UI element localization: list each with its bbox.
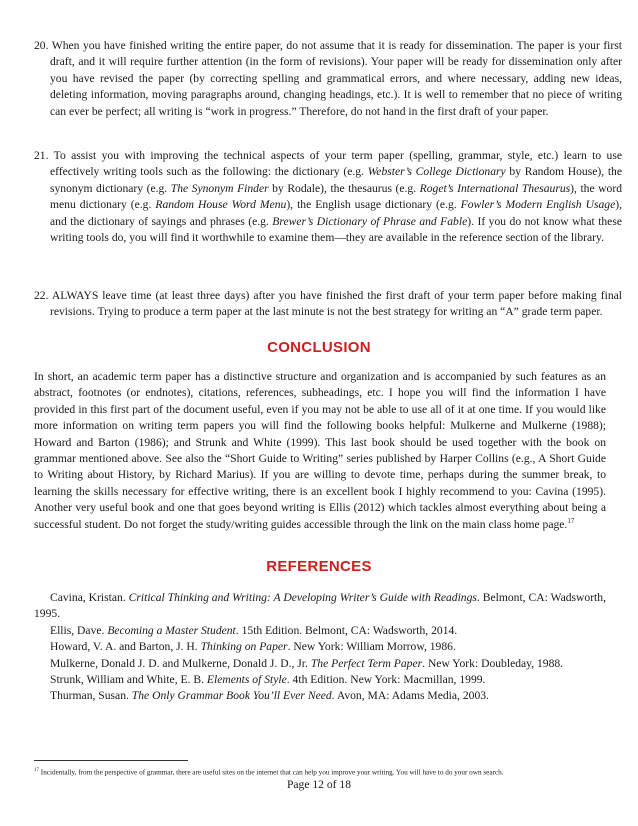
item-21-text-6: ), and the dictionary of sayings and phrases (e.g. <box>50 198 622 228</box>
conclusion-paragraph <box>34 369 606 533</box>
item-21-text-7: ). If you do not know what these writing tools do, you will find it worthwhile to examine them—they are available in the reference section of the library. <box>50 214 622 245</box>
ref-author: Howard, V. A. and Barton, J. H. <box>50 640 201 654</box>
ref-title: The Only Grammar Book You’ll Ever Need <box>131 689 332 703</box>
footnote <box>34 766 614 777</box>
reference-list <box>34 590 606 705</box>
ref-title: Elements of Style <box>206 673 287 687</box>
book-title: Roget’s International Thesaurus <box>419 181 571 195</box>
reference-entry <box>34 656 606 672</box>
ref-publisher: . Belmont, CA: Wadsworth, 1995. <box>34 591 606 621</box>
ref-author: Mulkerne, Donald J. D. and Mulkerne, Donald J. D., Jr. <box>50 656 311 670</box>
reference-entry <box>34 639 606 655</box>
ref-author: Cavina, Kristan. <box>50 591 129 604</box>
book-title: Webster’s College Dictionary <box>367 165 506 179</box>
reference-entry <box>34 623 606 639</box>
footnote-number: 17 <box>34 768 39 773</box>
ref-publisher: . New York: William Morrow, 1986. <box>287 640 456 654</box>
ref-title: The Perfect Term Paper <box>310 656 423 670</box>
footnote-text: Incidentally, from the perspective of grammar, there are useful sites on the internet that can help you improve your writing. You will have to do your own search. <box>39 768 504 777</box>
item-21-text-1: 21. To assist you with improving the technical aspects of your term paper (spelling, grammar, style, etc.) learn to use effectively writing tools such as the following: the dictionary (e.g. <box>34 149 622 179</box>
item-21-text-3: by Rodale), the thesaurus (e.g. <box>268 181 420 195</box>
references-heading: REFERENCES <box>266 558 372 575</box>
list-item-22 <box>34 288 622 321</box>
book-title: The Synonym Finder <box>170 181 269 195</box>
footnote-divider <box>34 760 188 761</box>
list-item-21 <box>34 148 622 246</box>
item-21-text-5: ), the English usage dictionary (e.g. <box>286 198 461 212</box>
item-20-text: 20. When you have finished writing the entire paper, do not assume that it is ready for dissemination. The paper is your first draft, and it will require further attention (in the form of revisions). Your paper will be ready for dissemination only after you have revised the paper (by correcting spelling and grammatical errors, and where necessary, adding new ideas, deleting information, moving paragraphs around, changing headings, etc.). It is well to remember that no piece of writing can ever be perfect; all writing is “work in progress.” Therefore, do not hand in the first draft of your paper. <box>34 39 622 118</box>
ref-publisher: . 15th Edition. Belmont, CA: Wadsworth, 2014. <box>235 623 458 637</box>
item-22-text: 22. ALWAYS leave time (at least three days) after you have finished the first draft of your term paper before making final revisions. Trying to produce a term paper at the last minute is not the best strategy for writing an “A” grade term paper. <box>34 289 622 319</box>
page-number: Page 12 of 18 <box>286 778 352 791</box>
ref-publisher: . New York: Doubleday, 1988. <box>422 656 564 670</box>
book-title: Fowler’s Modern English Usage <box>460 198 616 212</box>
ref-author: Strunk, William and White, E. B. <box>50 673 207 687</box>
footnote-marker[interactable]: 17 <box>567 516 575 525</box>
book-title: Brewer’s Dictionary of Phrase and Fable <box>272 214 468 228</box>
item-21-text-4: ), the word menu dictionary (e.g. <box>50 181 622 212</box>
ref-publisher: . Avon, MA: Adams Media, 2003. <box>331 689 489 703</box>
list-item-20 <box>34 38 622 120</box>
item-21-text-2: by Random House), the synonym dictionary (e.g. <box>50 165 622 195</box>
conclusion-text: In short, an academic term paper has a distinctive structure and organization and is accompanied by such features as an abstract, footnotes (or endnotes), citations, references, subheadings, etc. I hope you will find the information I have provided in this first part of the document useful, even if you may not be able to use all of it at one time. If you would like more information on writing term papers you will find the following books helpful: Mulkerne and Mulkerne (1988); Howard and Barton (1986); and Strunk and White (1999). This last book should be used together with the book on grammar mentioned above. See also the “Short Guide to Writing” series published by Harper Collins (e.g., A Short Guide to Writing about History, by Richard Marius). If you are willing to devote time, perhaps during the summer break, to learning the skills necessary for effective writing, there is an excellent book I highly recommend to you: Cavina (1995). Another very useful book and one that goes beyond writing is Ellis (2012) which tackles almost everything about being a successful student. Do not forget the study/writing guides accessible through the link on the main class home page. <box>34 370 606 531</box>
reference-entry <box>34 590 606 623</box>
book-title: Random House Word Menu <box>155 198 287 212</box>
ref-author: Ellis, Dave. <box>50 623 108 637</box>
reference-entry <box>34 688 606 704</box>
ref-title: Becoming a Master Student <box>107 623 236 637</box>
ref-title: Thinking on Paper <box>200 640 288 654</box>
ref-publisher: . 4th Edition. New York: Macmillan, 1999. <box>286 673 486 687</box>
ref-author: Thurman, Susan. <box>50 689 132 703</box>
ref-title: Critical Thinking and Writing: A Developing Writer’s Guide with Readings <box>128 591 477 604</box>
conclusion-heading: CONCLUSION <box>267 339 371 356</box>
reference-entry <box>34 672 606 688</box>
